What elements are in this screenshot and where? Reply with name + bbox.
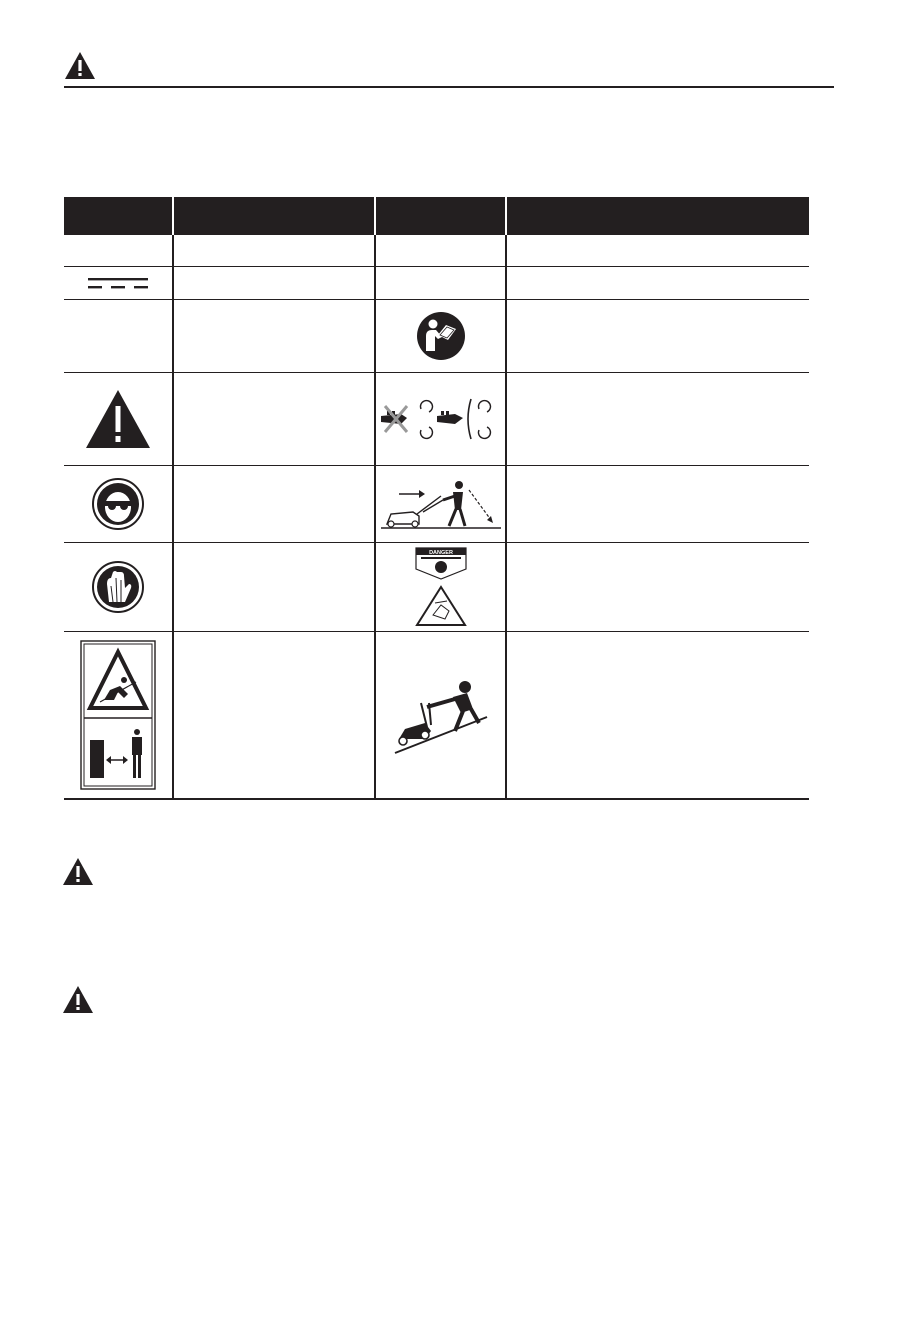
meaning-cell (506, 631, 809, 799)
meaning-cell (506, 372, 809, 465)
symbol-cell (375, 235, 506, 266)
meaning-cell (173, 299, 375, 372)
meaning-cell (506, 299, 809, 372)
meaning-cell (506, 465, 809, 542)
eye-protection-icon (64, 477, 172, 531)
symbol-cell (375, 542, 506, 631)
symbol-cell (64, 465, 173, 542)
column-header (64, 197, 173, 235)
meaning-cell (173, 235, 375, 266)
meaning-cell (506, 235, 809, 266)
slope-rollover-icon (376, 673, 505, 757)
symbol-cell (64, 299, 173, 372)
warning-icon-2 (62, 985, 94, 1014)
danger-label-icon (376, 547, 505, 627)
symbol-cell (64, 542, 173, 631)
meaning-cell (173, 542, 375, 631)
direct-current-icon (64, 275, 172, 291)
table-row (64, 372, 809, 465)
symbol-cell (375, 266, 506, 299)
meaning-cell (173, 266, 375, 299)
table-row (64, 465, 809, 542)
mower-thrown-objects-icon (376, 478, 505, 530)
column-header (375, 197, 506, 235)
meaning-cell (173, 631, 375, 799)
symbol-cell (375, 299, 506, 372)
gloves-icon (64, 560, 172, 614)
table-row (64, 631, 809, 799)
symbol-cell (375, 372, 506, 465)
symbol-cell (64, 235, 173, 266)
table-row (64, 299, 809, 372)
read-manual-icon (376, 311, 505, 361)
safety-alert-icon (64, 388, 172, 450)
rotating-blade-hand-icon (376, 394, 505, 444)
table-row (64, 266, 809, 299)
symbol-cell (64, 631, 173, 799)
symbol-cell (375, 631, 506, 799)
header-rule (64, 86, 834, 88)
table-row (64, 542, 809, 631)
header-warning-icon (64, 51, 96, 80)
column-header (173, 197, 375, 235)
table-row (64, 235, 809, 266)
meaning-cell (173, 372, 375, 465)
meaning-cell (173, 465, 375, 542)
column-header (506, 197, 809, 235)
warning-icon-1 (62, 857, 94, 886)
symbol-table (64, 197, 809, 800)
bystander-distance-icon (64, 640, 172, 790)
meaning-cell (506, 542, 809, 631)
table-header-row (64, 197, 809, 235)
symbol-cell (64, 372, 173, 465)
meaning-cell (506, 266, 809, 299)
danger-label-title: DANGER (428, 549, 453, 556)
symbol-cell (64, 266, 173, 299)
symbol-cell (375, 465, 506, 542)
